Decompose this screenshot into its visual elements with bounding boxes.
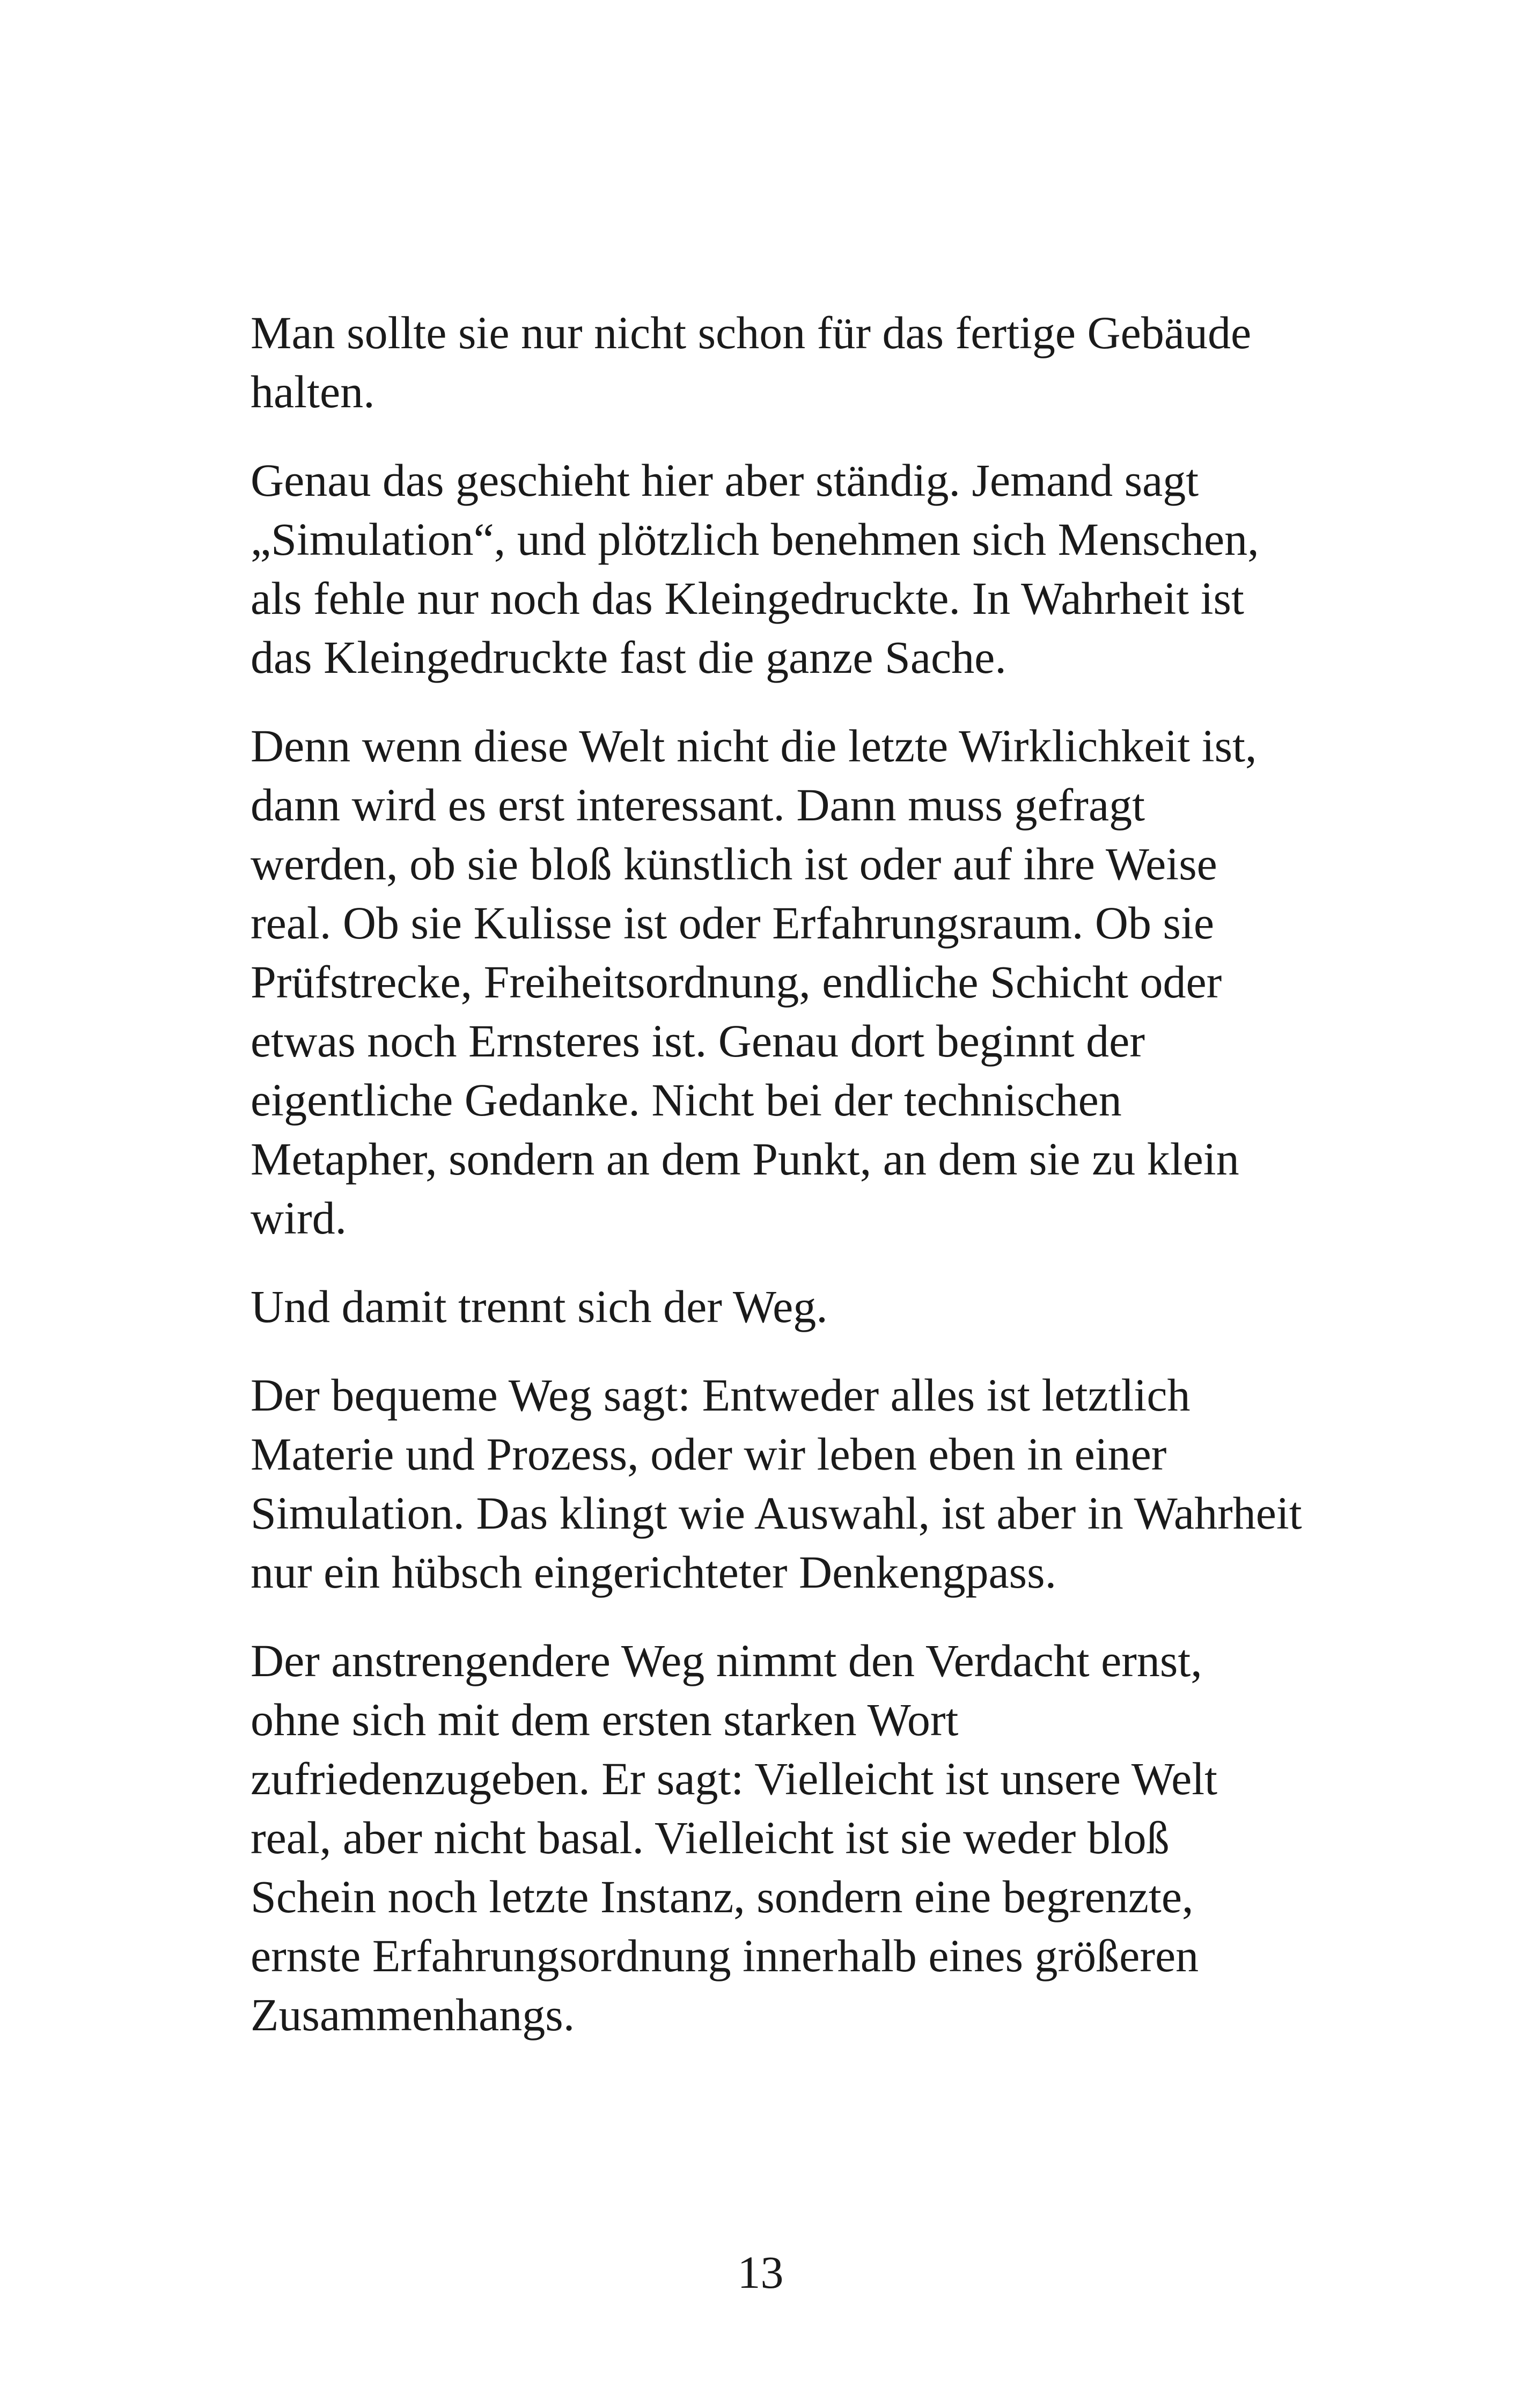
paragraph: Der anstrengendere Weg nimmt den Verdacht ernst, ohne sich mit dem ersten starken Wort zufriedenzugeben. Er sagt: Vielleicht ist unsere Welt real, aber nicht basal. Vielleicht ist sie weder bloß Schein noch letzte Instanz, sondern eine begrenzte, ernste Erfahrungsordnung innerhalb eines größeren Zusammenhangs.	[251, 1635, 1218, 2040]
paragraph: Genau das geschieht hier aber ständig. Jemand sagt „Simulation“, und plötzlich benehmen sich Menschen, als fehle nur noch das Kleingedruckte. In Wahrheit ist das Kleingedruckte fast die ganze Sache.	[251, 454, 1259, 683]
body-text	[251, 303, 1302, 2074]
paragraph: Und damit trennt sich der Weg.	[251, 1281, 828, 1332]
page-number: 13	[737, 2247, 784, 2298]
paragraph: Man sollte sie nur nicht schon für das fertige Gebäude halten.	[251, 307, 1252, 417]
paragraph: Denn wenn diese Welt nicht die letzte Wirklichkeit ist, dann wird es erst interessant. Dann muss gefragt werden, ob sie bloß künstlich ist oder auf ihre Weise real. Ob sie Kulisse ist oder Erfahrungsraum. Ob sie Prüfstrecke, Freiheitsordnung, endliche Schicht oder etwas noch Ernsteres ist. Genau dort beginnt der eigentliche Gedanke. Nicht bei der technischen Metapher, sondern an dem Punkt, an dem sie zu klein wird.	[251, 720, 1257, 1244]
paragraph: Der bequeme Weg sagt: Entweder alles ist letztlich Materie und Prozess, oder wir leben eben in einer Simulation. Das klingt wie Auswahl, ist aber in Wahrheit nur ein hübsch eingerichteter Denkengpass.	[251, 1369, 1302, 1598]
